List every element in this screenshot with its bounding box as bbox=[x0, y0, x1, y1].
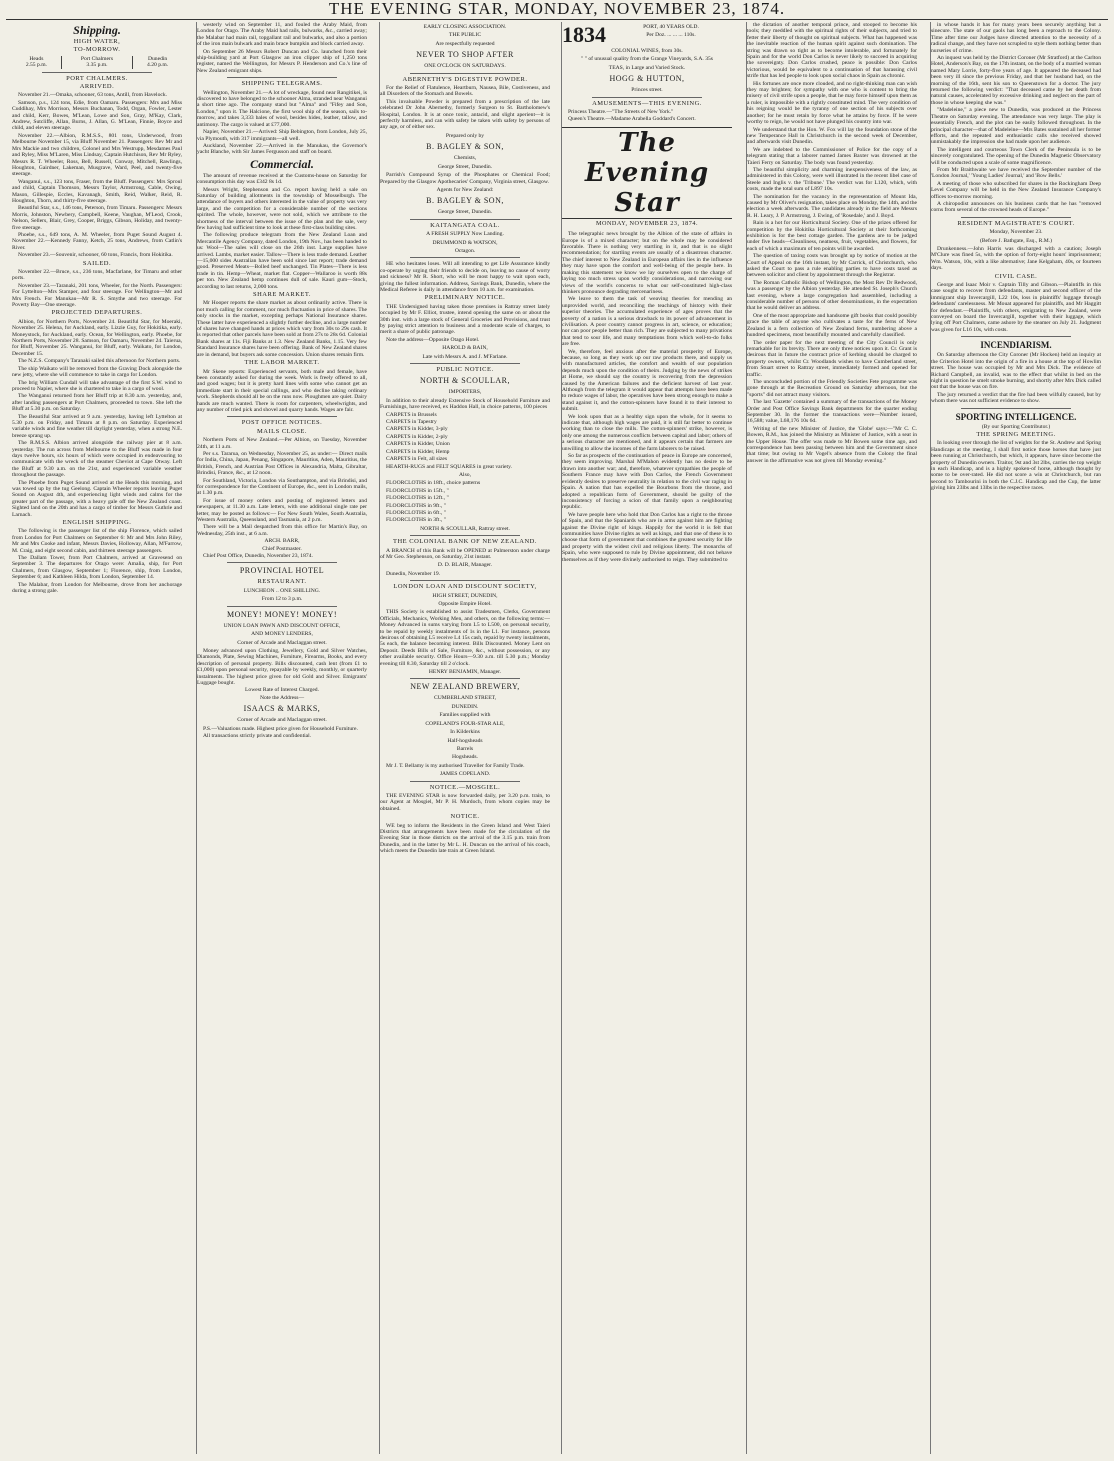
agents-label: Agents for New Zealand: bbox=[436, 186, 494, 193]
list-item: CARPETS in Kidder, Hemp bbox=[386, 448, 450, 455]
masthead-rule bbox=[6, 19, 1108, 20]
hogg-hutton-name: HOGG & HUTTON, bbox=[609, 74, 685, 84]
article-paragraph: The Phoebe from Puget Sound arrived at the Heads this morning, and was towed up by the tug Geelong. Captain Wheeler reports leaving Puget Sound on August 4th, and experiencing light winds and calms for the greater part of the passage, with a heavy gale off the New Zealand coast. Sighted land on the 20th and has a cargo of timber for Messrs Guthrie and Larnach. bbox=[12, 479, 182, 518]
separator bbox=[410, 219, 520, 220]
article-paragraph: The following produce telegram from the New Zealand Loan and Mercantile Agency Company, dated London, 19th Nov., has been handed to us: Wool—The sales will close on the 26th inst. Large supplies have arrived. Lambs, market easier. Tallow—There is less trade demand. Leather—15,000 sides Australian have been sold since last report; trade demand good. Preserved Meats—Bolled beef unchanged. Tin Plates—There is less trade in tin. Hemp—Wheat, market flat. Copper—Wallaroo is worth 88s per ton. New Zealand hemp continues dull of sale. Kauri gum—Stock, according to last returns, 2,000 tons. bbox=[197, 232, 367, 290]
article-paragraph: November 22.—Albion, R.M.S.S., 801 tons, Underwood, from Melbourne November 15, via Bluff November 21. Passengers: Rev Mr and Mrs Mackie and two children, Colonel and Mrs Westrupp, Mesdames Paul and Ryley, Miss M'Laren, Miss Lindsay, Captain Hutchison, Rev Mr Ryley, Messrs R. T. Wheeler, Ross, Bell, Russell, Conway, Mitchell, Rawlings, Houghton, Gairdner, Lakeman, Musgrave, Ward, Peel, and twenty-five steerage. bbox=[12, 132, 182, 178]
column-6 bbox=[930, 22, 1101, 1454]
prepared-by: Prepared only by bbox=[445, 132, 485, 139]
article-paragraph: Parrish's Compound Syrup of the Phosphates or Chemical Food; Prepared by the Glasgow Apothecaries' Company, Virginia street, Glasgow. bbox=[380, 172, 550, 185]
sporting-heading: SPORTING INTELLIGENCE. bbox=[955, 411, 1077, 422]
masthead: THE EVENING STAR, MONDAY, NOVEMBER 23, 1874. bbox=[328, 0, 786, 18]
bagley-name: B. BAGLEY & SON, bbox=[426, 142, 504, 152]
teas-line: TEAS, in Large and Varied Stock. bbox=[608, 64, 686, 71]
article-paragraph: The Dallam Tower, from Port Chalmers, arrived at Gravesend on September 3. The departures for Otago were: Amalia, ship, for Port Chalmers, from Glasgow, September 1; Florence, ship, from London, September 6; and Kathleen Hilda, from London, September 14. bbox=[12, 555, 182, 581]
article-paragraph: The order paper for the next meeting of the City Council is only remarkable for its brevity. There are only three notices upon it. Cr. Grant is desirous that in future the contract price of kerbing should be charged to property owners, whilst Cr. Woodlands wishes to have Cumberland street, from Stuart street to Rattray street, immediately formed and opened for traffic. bbox=[747, 339, 917, 378]
article-paragraph: The Malabar, from London for Melbourne, drove from her anchorage during a strong gale. bbox=[12, 581, 182, 595]
article-paragraph: Note the address—Opposite Otago Hotel. bbox=[386, 336, 480, 343]
article-paragraph: westerly wind on September 11, and fouled the Araby Maid, from London for Otago. The Araby Maid had rails, bulwarks, &c., carried away; the Malabar had main rail, topgallant rail and bulwarks, and also a portion of the iron main bulwark and main brace bumpkin and block carried away. bbox=[197, 22, 367, 48]
separator bbox=[227, 416, 337, 417]
post-office-date: Chief Post Office, Dunedin, November 23, 1874. bbox=[203, 553, 313, 560]
article-paragraph: The intelligent and courteous Town Clerk of the Peninsula is to be sincerely congratulated. The opening of the Dunedin Magnetic Observatory will be conducted upon a scale of some magnificence. bbox=[931, 146, 1101, 166]
share-market-heading: SHARE MARKET. bbox=[252, 291, 312, 299]
article-paragraph: The unconcluded portion of the Friendly Societies Fete programme was gone through at the Recreation Ground on Saturday afternoon, but the "sports" did not attract many visitors. bbox=[747, 378, 917, 398]
coal-line: A FRESH SUPPLY Now Landing. bbox=[426, 231, 504, 238]
separator bbox=[410, 678, 520, 679]
article-paragraph: Mr J. T. Bellamy is my authorised Traveller for Family Trade. bbox=[386, 762, 525, 769]
tide-subtitle: TO-MORROW. bbox=[73, 46, 121, 54]
separator bbox=[410, 73, 520, 74]
article-paragraph: The R.M.S.S. Albion arrived alongside the railway pier at 8 a.m. yesterday. The run across from Melbourne to the Bluff was made in four days twelve hours, six hours of which were occupied in endeavouring to communicate with the wreck of the steamer Cheviot at Cape Otway. Left the Bluff at 9.30 a.m. on the 21st, and experienced variable weather throughout the passage. bbox=[12, 440, 182, 479]
bagley-address: George Street, Dunedin. bbox=[437, 163, 493, 170]
article-paragraph: The telegraphic news brought by the Albion of the state of affairs in Europe is of a mixed character; but on the whole may be considered favorable. There is nothing very startling in it, and that is no slight recommendation; for startling events are usually of a disastrous character. The chief interest to New Zealand in European affairs lies in the influence they may have upon the comfort and well-being of the people here. In making this statement we know we lay ourselves open to the charge of laying too much stress upon worldly considerations, and narrowing our views of the world's concerns to what our self-constituted high-class thinkers pronounce degrading mercenariness. bbox=[562, 231, 732, 295]
article-paragraph: Mr Skene reports: Experienced servants, both male and female, have been constantly asked for during the week. Work is freely offered to all, and good wages; but it is pretty hard lines with some who cannot get an immediate start in their special callings, and who decline taking ordinary work. Shepherds should all be on the runs now. Ploughmen are quiet. Dairy hands are much wanted. There is room for carpenters, wheelwrights, and any number of tried pick and shovel and quarry hands. Wages are fair. bbox=[197, 368, 367, 413]
article-paragraph: An inquest was held by the District Coroner (Mr Stratford) at the Carlton Hotel, Anderson's Bay, on the 17th instant, on the body of a married woman named Mary Lorrie, forty-five years of age. It appeared the deceased had been very ill since the previous Friday, and that her husband had, on the morning of the 16th, sent his son to Queenstown for a doctor. The jury returned the following verdict: "That deceased came by her death from natural causes, accelerated by excessive drinking and neglect on the part of those in whose keeping she was." bbox=[931, 55, 1101, 106]
civil-case-heading: CIVIL CASE. bbox=[994, 272, 1038, 280]
list-item: FLOORCLOTHS in 3ft., " bbox=[386, 517, 446, 524]
column-5 bbox=[746, 22, 917, 1454]
money-lenders-address: Corner of Arcade and Maclaggan street. bbox=[237, 639, 327, 646]
brewery-city: DUNEDIN. bbox=[451, 703, 479, 710]
hotel-luncheon: LUNCHEON .. ONE SHILLING. bbox=[243, 587, 321, 594]
article-paragraph: For Southland, Victoria, London via Southampton, and via Brindisi, and for correspondence for the Continent of Europe, &c., sent in London mails, at 1.30 p.m. bbox=[197, 477, 367, 497]
article-paragraph: Drunkenness.—John Harris was discharged with a caution; Joseph M'Clure was fined 5s, with the option of forty-eight hours' imprisonment; Wm. Watson, 10s, with a like alternative; Jane Kelgaham, 40s, or fourteen days. bbox=[931, 246, 1101, 272]
drummond-watson-address: Octagon. bbox=[454, 247, 476, 254]
loan-society-address: HIGH STREET, DUNEDIN, bbox=[432, 592, 498, 599]
list-item: CARPETS in Brussels bbox=[386, 411, 437, 418]
sailed-heading: SAILED. bbox=[82, 259, 112, 267]
grange-wines: " " of unusual quality from the Grange Vineyards, S.A. 35s bbox=[581, 56, 713, 63]
bagley-name: B. BAGLEY & SON, bbox=[426, 196, 504, 206]
article-paragraph: For issue of money orders and posting of registered letters and newspapers, at 11.30 a.m. Late letters, with one additional single rate per letter, may be posted as follows:— For New South Wales, South Australia, Western Australia, Queensland, and Tasmania, at 2 p.m. bbox=[197, 497, 367, 524]
amusement-item: Queen's Theatre.—Madame Arabella Goddard's Concert. bbox=[568, 116, 696, 123]
separator bbox=[227, 77, 337, 78]
loan-society-address: Opposite Empire Hotel. bbox=[438, 601, 492, 607]
article-paragraph: P.S.—Valuations made. Highest price given for Household Furniture. bbox=[203, 725, 358, 732]
loan-society-manager: HENRY BENJAMIN, Manager. bbox=[428, 669, 502, 676]
article-paragraph: "Madeleine," a piece new to Dunedin, was produced at the Princess Theatre on Saturday evening. The attendance was very large. The play is essentially French, and the plot can be easily followed throughout. In the principal character—that of Madeleine—Mrs Bates sustained all her former efforts, and the repeated and enthusiastic calls she received showed unmistakably the impression she had made upon her audience. bbox=[931, 107, 1101, 146]
separator bbox=[227, 606, 337, 607]
bank-date: Dunedin, November 19. bbox=[386, 570, 441, 577]
article-paragraph: HE who hesitates loses. Will all intending to get Life Assurance kindly co-operate by urging their friends to decide on, leaving no cause of worry and sickness? Mr R. Short, who will be most happy to wait upon each, giving the fullest information. Address, Savings Bank, Dunedin, where the Medical Referee is daily in attendance from 10 a.m. for examination. bbox=[380, 261, 550, 293]
article-paragraph: Writing of the new Minister of Justice, the 'Globe' says:—"Mr C. C. Bowen, R.M., has joined the Ministry as Minister of Justice, with a seat in the Upper House. The offer was made to Mr Bowen some time ago, and correspondence has been passing between him and the Government since that time; but owing to Mr Vogel's absence from the Colony the final answer in the affirmative was not given till Monday evening." bbox=[747, 425, 917, 464]
post-office-heading: POST OFFICE NOTICES. bbox=[241, 419, 323, 427]
article-paragraph: November 22.—Bruce, s.s., 236 tons, Macfarlane, for Timaru and other ports. bbox=[12, 269, 182, 282]
article-paragraph: Northern Ports of New Zealand.—Per Albion, on Tuesday, November 24th, at 11 a.m. bbox=[197, 437, 367, 450]
article-paragraph: George and Isaac Moir v. Captain Tilly and Gibson.—Plaintiffs in this case sought to recover from defendants, master and second officer of the immigrant ship Invercargill, L22 10s, loss in plaintiffs' luggage through defendants' carelessness. Mr Mouat appeared for plaintiffs, and Mr Haggitt for defendant.—Plaintiffs, with others, emigrating to New Zealand, were conveyed on board the Invercargill, together with their luggage, which lying off Port Chalmers, came ashore by the steamer on July 21. Judgment was given for L16 10s, with costs. bbox=[931, 282, 1101, 333]
also-label: Also, bbox=[459, 471, 471, 478]
tide-head-dunedin: Dunedin bbox=[133, 56, 182, 62]
article-paragraph: One of the most appropriate and handsome gift books that could possibly grace the table of anyone who cultivates a taste for the ferns of New Zealand is a fern collection of New Zealand ferns, numbering above a hundred specimens, most beautifully mounted and carefully classified. bbox=[747, 312, 917, 339]
separator bbox=[410, 535, 520, 536]
article-paragraph: We understand that the Hon. W. Fox will lay the foundation stone of the new Temperance Hall in Christchurch in the second week of December, and afterwards visit Dunedin. bbox=[747, 126, 917, 146]
brewery-item: Hogsheads. bbox=[452, 754, 478, 761]
amusements-heading: AMUSEMENTS—THIS EVENING. bbox=[592, 99, 702, 107]
list-item: FLOORCLOTHS in 15ft., " bbox=[386, 487, 449, 494]
loan-society-heading: LONDON LOAN AND DISCOUNT SOCIETY, bbox=[393, 583, 537, 591]
article-paragraph: Rain is a hot for our Horticultural Society. One of the prizes offered for competition by the Hokitika Horticultural Society at their forthcoming exhibition is for the best cottage garden. The gardens are to be judged under five heads—Cleanliness, neatness, fruit, vegetables, and flowers, for each of which a maximum of ten points will be awarded. bbox=[747, 220, 917, 252]
article-paragraph: Wanganui, s.s., 123 tons, Fraser, from the Bluff. Passengers: Mrs Sproul and child, Captain Thomson, Messrs Taylor, Armstrong, Cable, Owing, Mason, Gillespie, Eccles, Kavanagh, Smith, Reid, Walker, Reid, R. Houghton, Thorn, and thirty-five steerage. bbox=[12, 178, 182, 204]
separator bbox=[961, 336, 1071, 337]
early-closing-line: NEVER TO SHOP AFTER bbox=[416, 50, 514, 60]
article-paragraph: The question of taxing costs was brought up by notice of motion at the Court of Appeal on the 16th instant, by Mr Carrick, of Christchurch, who asked the Court to pass a rule enabling parties to have costs taxed as between solicitor and client by appointment through the Registrar. bbox=[747, 253, 917, 279]
column-2 bbox=[196, 22, 367, 1454]
issue-date: MONDAY, NOVEMBER 23, 1874. bbox=[595, 219, 699, 227]
article-paragraph: in whose hands it has for many years been securely anything but a sinecure. The state of our gaols has long been a reproach to the Colony. Time after time our Judges have directed attention to the necessity of a radical change, and they have not scrupled to style them nothing better than nurseries of crime. bbox=[931, 22, 1101, 54]
article-paragraph: There will be a Mail despatched from this office for Martin's Bay, on Wednesday, 25th inst., at 6 a.m. bbox=[197, 524, 367, 537]
drummond-watson-name: DRUMMOND & WATSON, bbox=[432, 239, 498, 246]
list-item: CARPETS in Kidder, Union bbox=[386, 441, 450, 448]
article-paragraph: In looking over through the list of weights for the St. Andrew and Spring Handicaps at the meeting, I shall first notice those horses that have just been running at Christchurch, but which, it appears, have since become the property of Dunedin owners. Traitor, 9st and 3st 2lbs, carries the top weight in each Handicap, and is a highly spoken-of horse, although thought by some to be over-rated. He did not score a win at Christchurch, but ran second to Tambourini in both the C.J.C. Handicap and the Cup, the latter giving him 23lbs and 13lbs in the respective races. bbox=[931, 440, 1101, 492]
early-closing-line: Are respectfully requested bbox=[435, 40, 495, 47]
coal-heading: KAITANGATA COAL. bbox=[430, 221, 500, 229]
list-item: CARPETS in Kidder, 2-ply bbox=[386, 433, 448, 440]
list-item: CARPETS in Tapestry bbox=[386, 419, 437, 426]
article-paragraph: Samson, p.s., 124 tons, Edie, from Oamaru. Passengers: Mrs and Miss Cuddihay, Mrs Morrison, Messrs Buchanan, Todd, Organ, Fowler, Lester and child, Kerr, Bowes, M'Lean, Lowe and Son, Gray, M'Kay, Clark, Andrew, Sutcliffe, Allan, Burns, J. Allan, G. M'Lean, Finnie, Boyce and child, and eleven steerage. bbox=[12, 99, 182, 132]
colonial-bank-heading: THE COLONIAL BANK OF NEW ZEALAND. bbox=[393, 538, 537, 546]
projected-departures-heading: PROJECTED DEPARTURES. bbox=[51, 309, 143, 317]
article-paragraph: the dictation of another temporal prince, and stooped to become his tools; they meddled with the spiritual rights of their subjects, and tried to fetter their liberty of thought on spiritual subjects. What has happened was the inevitable reaction of the human spirit against such domination. The string was drawn so tight as to become intolerable, and fortunately for Spain and for the world Don Carlos is never likely to succeed in acquiring the sovereignty. Don Carlos crushed, peace is possible: Don Carlos victorious, would be equivalent to a continuation of that harassing civil strife that has led people to look upon social chaos in Spain as chronic. bbox=[747, 22, 917, 80]
article-paragraph: We leave to them the task of weaving theories for mending an unprovided world, and reconciling the teachings of history with their superior theories. The accumulated experience of ages proves that the poverty of a nation is a serious drawback to its power of advancement in civilisation. A poor country cannot progress in art, science, or education; nor can poor people better than rich. They are subjected to many privations that tend to sour life, and many temptations from which well-to-do folks are free. bbox=[562, 296, 732, 348]
article-paragraph: We look upon that as a healthy sign upon the whole, for it seems to indicate that, although high wages are paid, it is still far better to continue working than to close the mills. The cotton-spinners' strike, however, is only one among the numerous conflicts between capital and labor; others of a serious character are mentioned, and it appears certain that farmers are unwilling to allow the incomes of the farm laborers to be raised. bbox=[562, 413, 732, 452]
spring-meeting-heading: THE SPRING MEETING. bbox=[976, 430, 1056, 438]
article-paragraph: Mr Hooper reports the share market as about ordinarily active. There is not much calling for comment, nor much fluctuation in price of shares. The only stocks in the market, excepting perhaps National Insurance shares. These latter have experienced a slightly further decline, and a large number of shares have changed hands at prices which vary from 30s to 29s cash. It is reported that other parcels have been sold at from 27s to 28s 6d. Colonial Bank shares at 11s. Fiji Banks at 1.3. New Zealand Banks, 1.15. Very few Standard Insurance shares have been offering. Bank of New Zealand shares are in demand, but buyers ask some concession. Union shares remain firm. bbox=[197, 300, 367, 358]
article-paragraph: WE beg to inform the Residents in the Green Island and West Taieri Districts that arrangements have been made for the circulation of the Evening Star in those districts on the arrival of the 3.15 p.m. train from Dunedin, and in the latter by Mr L. H. Duncan on the arrival of his coach, which meets the Dunedin late train at Green Island. bbox=[380, 822, 550, 855]
money-lenders-title: AND MONEY LENDERS, bbox=[251, 631, 313, 638]
colonial-wines: COLONIAL WINES, from 30s. bbox=[611, 48, 683, 54]
hotel-hours: From 12 to 3 p.m. bbox=[261, 596, 303, 603]
notice-heading: NOTICE. bbox=[450, 813, 480, 821]
article-paragraph: Beautiful Star, s.s., 146 tons, Peterson, from Timaru. Passengers: Messrs Morris, Johnston, Newbery, Campbell, Keene, Vaughan, M'Leod, Crook, Nelson, Sellers, Blair, Grey, Cooper, Briggs, Gibson, Holiday, and twenty-five steerage. bbox=[12, 205, 182, 231]
article-paragraph: For the Relief of Flatulence, Heartburn, Nausea, Bile, Costiveness, and all Disorders of the Stomach and Bowels. bbox=[380, 85, 550, 98]
article-paragraph: THIS Society is established to assist Tradesmen, Clerks, Government Officials, Mechanics, Working Men, and others, on the following terms:— Money Advanced in sums varying from L5 to L500, on personal security, to be repaid by weekly instalments of 1s in the L1. For instance, persons desirous of obtaining L5 receive L4 15s cash, repaid by twenty instalments, 5s each, the balance becoming interest. Bills Discounted. Money Lent on Deposit. Deeds Bills of Sale, Furniture, &c., without possession, or any other available security. Office Hours—9.30 a.m. till 5.30 p.m.; Monday evening till 8.30, Saturday till 2 o'clock. bbox=[380, 609, 550, 667]
article-paragraph: The Roman Catholic Bishop of Wellington, the Most Rev Dr Redwood, was a passenger by the Albion yesterday. He attended St. Joseph's Church last evening, where a large congregation had assembled, including a considerable number of persons of other denominations, in the expectation that he would deliver an address. bbox=[747, 279, 917, 312]
incendiarism-heading: INCENDIARISM. bbox=[980, 340, 1052, 351]
hotel-subheading: RESTAURANT. bbox=[257, 578, 307, 586]
port-ad-title: PORT, 40 YEARS OLD. bbox=[643, 24, 699, 30]
early-closing-public: THE PUBLIC bbox=[448, 32, 482, 39]
article-paragraph: The brig William Cundall will take advantage of the first S.W. wind to proceed to Napier, where she is chartered to take in a cargo of wool. bbox=[12, 379, 182, 392]
isaacs-marks-address: Corner of Arcade and Maclaggan street. bbox=[237, 717, 327, 724]
list-item: CARPETS in Kidder, 3-ply bbox=[386, 426, 448, 433]
article-paragraph: The nomination for the vacancy in the representation of Mount Ida, caused by Mr Oliver's resignation, takes place on Monday, the 14th, and the election a week afterwards. The candidates already in the field are Messrs R. H. Leary, J. P. Armstrong, J. Ewing, of 'Rosedale,' and J. Boyd. bbox=[747, 193, 917, 219]
article-paragraph: The Wanganui returned from her Bluff trip at 8.30 a.m. yesterday, and, after landing passengers at Port Chalmers, proceeded to town. She left the Bluff at 5.30 p.m. on Saturday. bbox=[12, 393, 182, 413]
separator bbox=[410, 781, 520, 782]
column-1 bbox=[12, 22, 182, 1454]
tide-title: HIGH WATER, bbox=[73, 38, 121, 45]
separator bbox=[42, 72, 152, 73]
article-paragraph: On Saturday afternoon the City Coroner (Mr Hocken) held an inquiry at the Criterion Hotel into the origin of a fire in a house at the top of Howlim street. The house was occupied by Mr and Mrs Dick. The evidence of Richard Campbell, an invalid, was to the effect that whilst in bed on the night in question he smelt smoke burning, and shortly after Mrs Dick called out that the house was on fire. bbox=[931, 352, 1101, 391]
article-paragraph: The beautiful simplicity and charming inexpensiveness of the law, as administered in this Colony, were well illustrated in the recent libel case of Steele and Inglis v. the 'Tribune.' The verdict was for L120, which, with costs, made the total sum of L897 10s. bbox=[747, 166, 917, 193]
bagley-chemists: Chemists, bbox=[453, 155, 477, 162]
article-paragraph: We, therefore, feel anxious after the material prosperity of Europe, because, so long as they work up our raw products there, and supply us with manufactured articles, the comfort and wealth of our population depends much upon the condition of theirs. Judging by the news of strikes at Home, we should say the country is recovering from the depression caused by the American failures and the deficient harvest of last year. Although from the telegram it would appear that attempts have been made to reduce wages of labor, the operatives have been strong enough to make a stand against it, and the cotton-spinners have found it to their interest to submit. bbox=[562, 348, 732, 413]
english-shipping-heading: ENGLISH SHIPPING. bbox=[62, 519, 132, 527]
postmaster-title: Chief Postmaster. bbox=[262, 545, 302, 552]
article-paragraph: The N.Z.S. Company's Taranaki sailed this afternoon for Northern ports. bbox=[18, 358, 181, 365]
article-paragraph: THE EVENING STAR is now forwarded daily, per 3.20 p.m. train, to our Agent at Mosgiel, Mr P. H. Murdoch, from whom copies may be obtained. bbox=[380, 792, 550, 812]
article-paragraph: Albion, for Northern Ports, November 24. Beautiful Star, for Moeraki, November 25. Helena, for Auckland, early. Lizzie Guy, for Hokitika, early. Moneystock, for Auckland, early. Ocean, for Wellington, early. Phoebe, for Northern Ports, November 28. Samson, for Oamaru, November 24. Taierua, for Bluff, November 25. Wanganui, for Bluff, early. Waikato, for London, December 15. bbox=[12, 318, 182, 357]
article-paragraph: Money advanced upon Clothing, Jewellery, Gold and Silver Watches, Diamonds, Plate, Sewing Machines, Furniture, Firearms, Books, and every description of personal property. Bills discounted, cash lent (from £1 to £1,000) upon personal security, repayable by weekly, monthly, or quarterly instalments. The highest price given for old Gold and Silver. Emigrants' Luggage bought. bbox=[197, 647, 367, 686]
address-note: Note the Address— bbox=[259, 694, 305, 701]
article-paragraph: November 23.—Taranaki, 201 tons, Wheeler, for the North. Passengers: For Lyttelton—Mrs Stamper, and four steerage. For Wellington—Mr and Mrs French. For Manukau—Mr R. S. Smythe and two steerage. For Poverty Bay—One steerage. bbox=[12, 282, 182, 309]
article-paragraph: So far as prospects of the continuation of peace in Europe are concerned, they seem improving. Marshal M'Mahon evidently has no desire to be drawn into another war; and, therefore, whatever sympathies the people of Southern France may have with Don Carlos, the French Government evidently desires to preserve neutrality in relation to the civil war raging in Spain. A nation that has expelled the Bourbons from the throne, and adopted a republican form of Government, should be guilty of the inconsistency of forcing a scion of that family upon a neighbouring republic. bbox=[562, 453, 732, 511]
list-item: FLOORCLOTHS in 6ft., " bbox=[386, 509, 446, 516]
separator bbox=[227, 562, 337, 563]
article-paragraph: We have people here who hold that Don Carlos has a right to the throne of Spain, and that the Spaniards who are in arms against him are fighting against the Divine right of kings. Happily for the world it is felt that communities have Divine rights as well as kings, and that one of these is to choose that form of government that combines the greatest security for life and property with the widest civil and religious liberty. The monarchs of Spain, who were supposed to rule by Divine appointment, did not behave themselves as if they were divinely authorised to reign. They submitted to bbox=[562, 511, 732, 563]
brewery-ale: COPELAND'S FOUR-STAR ALE, bbox=[425, 720, 505, 727]
union-loan-title: UNION LOAN PAWN AND DISCOUNT OFFICE, bbox=[223, 622, 341, 629]
shipping-heading: Shipping. bbox=[73, 23, 121, 37]
brewery-item: Barrels bbox=[456, 745, 474, 752]
separator bbox=[961, 217, 1071, 218]
article-paragraph: Per s.s. Tararua, on Wednesday, November 25, as under:— Direct mails for India, China, Japan, Penang, Singapore, Mauritius, Aden, Mauritius, the British, French, and Austrian Post Offices in Alexandria, Malta, Gibraltar, Brindisi, France, &c., at 12 noon. bbox=[197, 450, 367, 477]
article-paragraph: November 23.—Souvenir, schooner, 60 tons, Francis, from Hokitika. bbox=[18, 252, 173, 259]
article-paragraph: Wellington, November 21.—A lot of wreckage, found near Rangitikei, is discovered to have belonged to the schooner Alma, stranded near Wanganui a short time ago. The company stand but "Alma" and "Fifey and Son, London," upon it. The Halcione, the first wool ship of the season, sails to-morrow, and takes 3,333 bales of wool, besides hides, leather, tallow, and antimony. The cargo is valued at £77,000. bbox=[197, 89, 367, 128]
rm-court-before: (Before J. Bathgate, Esq., R.M.) bbox=[979, 237, 1053, 244]
rm-court-heading: RESIDENT MAGISTRATE'S COURT. bbox=[957, 219, 1075, 227]
tide-time-port: 3.35 p.m. bbox=[61, 62, 132, 68]
brewery-address: CUMBERLAND STREET, bbox=[433, 695, 497, 702]
article-paragraph: From Mr Braithwaite we have received the September number of the 'London Journal,' 'Young Ladies' Journal,' and 'Bow Bells.' bbox=[931, 166, 1101, 180]
preliminary-notice-heading: PRELIMINARY NOTICE. bbox=[424, 294, 506, 302]
article-paragraph: Auckland, November 22.—Arrived in the Manukau, the Governor's yacht Blanche, with Sir James Fergusson and staff on board. bbox=[197, 142, 367, 156]
list-item: FLOORCLOTHS in 12ft., " bbox=[386, 495, 449, 502]
north-scoullar-sign: NORTH & SCOULLAR, Rattray street. bbox=[420, 525, 510, 532]
article-paragraph: The last 'Gazette' contained a summary of the transactions of the Money Order and Post Office Savings Bank departments for the quarter ending September 30. In the former the transactions were—Number issued, 16,588; value, L68,176 10s 6d. bbox=[747, 399, 917, 425]
article-paragraph: The Beautiful Star arrived at 9 a.m. yesterday, having left Lyttelton at 5.30 p.m. on Friday, and Timaru at 8 p.m. on Saturday. Experienced variable winds and fine weather till daylight yesterday, when a strong N.E. breeze sprang up. bbox=[12, 413, 182, 439]
harold-bain-note: Late with Messrs A. and J. M'Farlane. bbox=[422, 353, 508, 360]
bank-manager: D. D. BLAIR, Manager. bbox=[437, 562, 493, 569]
early-closing-line: ONE O'CLOCK ON SATURDAYS. bbox=[424, 63, 506, 70]
article-paragraph: This invaluable Powder is prepared from a prescription of the late celebrated Dr John Abernethy, formerly Surgeon to St. Bartholomew's Hospital, London. It is at once tonic, antacid, and slight aperient—it is perfectly harmless, and can with safety be taken with safety by persons of any age, or of either sex. bbox=[380, 98, 550, 131]
tide-table bbox=[12, 56, 182, 69]
separator bbox=[410, 363, 520, 364]
separator bbox=[961, 408, 1071, 409]
article-paragraph: The following is the passenger list of the ship Florence, which sailed from London for Port Chalmers on September 6: Mr and Mrs John Riley, Mr and Mrs Cooke and infant, Messrs Davies, Holloway, Allan, M'Farrow, M. Craig, and eight second cabin, and thirteen steerage passengers. bbox=[12, 528, 182, 554]
article-paragraph: The amount of revenue received at the Customs-house on Saturday for consumption this day was £342 8s 1d. bbox=[197, 172, 367, 186]
separator bbox=[592, 97, 702, 98]
brewery-item: Half-hogsheads bbox=[447, 737, 483, 744]
column-3 bbox=[379, 22, 550, 1454]
port-price: Per Doz. ... ... ... 110s. bbox=[646, 32, 696, 39]
early-closing-heading: EARLY CLOSING ASSOCIATION. bbox=[423, 24, 507, 30]
public-notice-heading: PUBLIC NOTICE. bbox=[436, 366, 494, 374]
north-scoullar-importers: IMPORTERS, bbox=[448, 389, 482, 396]
separator bbox=[410, 257, 520, 258]
money-heading: MONEY! MONEY! MONEY! bbox=[227, 609, 337, 619]
column-4 bbox=[561, 22, 732, 1454]
article-paragraph: A BRANCH of this Bank will be OPENED at Palmerston under charge of Mr Geo. Stephenson, on Saturday, 21st instant. bbox=[380, 547, 550, 560]
article-paragraph: Napier, November 21.—Arrived: Ship Bebington, from London, July 25, via Plymouth, with 317 immigrants—all well. bbox=[197, 129, 367, 142]
port-wine-ad bbox=[562, 24, 732, 46]
brewery-item: In Kilderkins bbox=[450, 729, 480, 736]
mosgiel-heading: NOTICE.—MOSGIEL. bbox=[429, 783, 501, 791]
list-item: CARPETS in Felt, all sizes bbox=[386, 456, 448, 463]
brewery-heading: NEW ZEALAND BREWERY, bbox=[410, 682, 520, 692]
brewery-line: Families supplied with bbox=[439, 712, 491, 719]
list-item: FLOORCLOTHS in 9ft., " bbox=[386, 502, 446, 509]
tide-head-port: Port Chalmers bbox=[61, 56, 132, 62]
commercial-heading: Commercial. bbox=[250, 156, 314, 171]
article-paragraph: November 21.—Omaka, schooner, 63 tons, Antill, from Havelock. bbox=[18, 92, 168, 99]
interest-note: Lowest Rate of Interest Charged. bbox=[245, 687, 319, 694]
article-paragraph: We are indebted to the Commissioner of Police for the copy of a telegram stating that a laborer named James Baxter was drowned at the Taieri Ferry on Saturday. The body was found yesterday. bbox=[747, 146, 917, 166]
article-paragraph: All transactions strictly private and confidential. bbox=[203, 732, 312, 739]
article-paragraph: A meeting of those who subscribed for shares in the Rockingham Deep Level Company will be held in the New Zealand Insurance Company's offices to-morrow morning. bbox=[931, 180, 1101, 200]
article-paragraph: Messrs Wright, Stephenson and Co. report having held a sale on Saturday of building allotments in the township of Mosselburgh. The attendance of buyers and others interested in the value of property was very large, and the competition for a considerable number of the sections spirited. The whole, however, were not sold, which we attribute to the shortness of the interval between the issue of the plan and the sale, very few having had sufficient time to look at these first-class building sites. bbox=[197, 186, 367, 231]
article-paragraph: The ship Waikato will be removed from the Graving Dock alongside the new jetty, where she will commence to take in cargo for London. bbox=[12, 365, 182, 379]
shipping-telegrams-heading: SHIPPING TELEGRAMS. bbox=[241, 80, 323, 88]
rm-court-date: Monday, November 23. bbox=[989, 229, 1043, 236]
amusement-item: Princess Theatre.—"The Streets of New York." bbox=[568, 109, 674, 116]
harold-bain-name: HAROLD & BAIN, bbox=[442, 345, 488, 352]
article-paragraph: His fortunes are once more clouded, and no right-thinking man can wish they may brighten; for sympathy with one who is content to bring the misery of civil strife upon a people, that he may force himself upon them as a ruler, is impossible with a rightly constituted mind. The very condition of his reigning would be the tyranny of one section of his subjects over another; for he must retain by force what he attains by force. If he were worthy to reign, he would not have plunged his country into war. bbox=[747, 80, 917, 126]
nameplate: The Evening Star bbox=[562, 127, 732, 219]
article-paragraph: In addition to their already Extensive Stock of Household Furniture and Furnishings, have received, ex Haddon Hall, in choice patterns, 100 pieces bbox=[380, 397, 550, 411]
north-scoullar-heading: NORTH & SCOULLAR, bbox=[419, 376, 511, 386]
postmaster-name: ARCH. BARR, bbox=[264, 538, 300, 545]
sporting-byline: (By our Sporting Contributor.) bbox=[981, 423, 1051, 430]
brewery-sign: JAMES COPELAND. bbox=[439, 771, 491, 778]
abernethy-heading: ABERNETHY'S DIGESTIVE POWDER. bbox=[402, 75, 528, 83]
list-item: HEARTH-RUGS and FELT SQUARES in great variety. bbox=[386, 463, 512, 470]
hogg-hutton-address: Princes street. bbox=[631, 87, 663, 94]
labor-market-heading: THE LABOR MARKET. bbox=[244, 359, 320, 367]
isaacs-marks-name: ISAACS & MARKS, bbox=[243, 704, 321, 714]
article-paragraph: THE Undersigned having taken those premises in Rattray street lately occupied by Mr F. Elliot, trustee, intend opening the same on or about the 30th inst. with a large stock of General Groceries and Provisions, and trust by paying strict attention to business and a moderate scale of charges, to merit a share of public patronage. bbox=[380, 303, 550, 336]
list-item: FLOORCLOTHS in 18ft., choice patterns bbox=[386, 480, 481, 487]
article-paragraph: A chiropodist announces on his business cards that he has "removed corns from several of the crowned heads of Europe." bbox=[931, 200, 1101, 214]
tide-head-heads: Heads bbox=[29, 55, 44, 62]
article-paragraph: The jury returned a verdict that the fire had been wilfully caused, but by whom there was not sufficient evidence to show. bbox=[931, 391, 1101, 405]
arrived-heading: ARRIVED. bbox=[79, 83, 115, 91]
hotel-heading: PROVINCIAL HOTEL bbox=[239, 566, 325, 576]
article-paragraph: Phoebe, s.s., 649 tons, A. M. Wheeler, from Puget Sound August 4. November 22.—Kennedy Fanny, Ketch, 25 tons, Andrews, from Catlin's River. bbox=[12, 231, 182, 251]
bagley-address: George Street, Dunedin. bbox=[437, 209, 493, 216]
port-year: 1834 bbox=[562, 22, 606, 47]
port-chalmers-heading: PORT CHALMERS. bbox=[66, 74, 128, 82]
tide-time-dunedin: 4.20 p.m. bbox=[133, 62, 182, 68]
separator bbox=[410, 580, 520, 581]
article-paragraph: On September 26 Messrs Robert Duncan and Co. launched from their ship-building yard at Port Glasgow an iron clipper ship of 1,250 tons register, named the Wellington, for Messrs P. Henderson and Co.'s line of New Zealand emigrant ships. bbox=[197, 48, 367, 74]
mails-close-heading: MAILS CLOSE. bbox=[256, 427, 308, 435]
tide-time-heads: 2.55 p.m. bbox=[25, 62, 47, 69]
